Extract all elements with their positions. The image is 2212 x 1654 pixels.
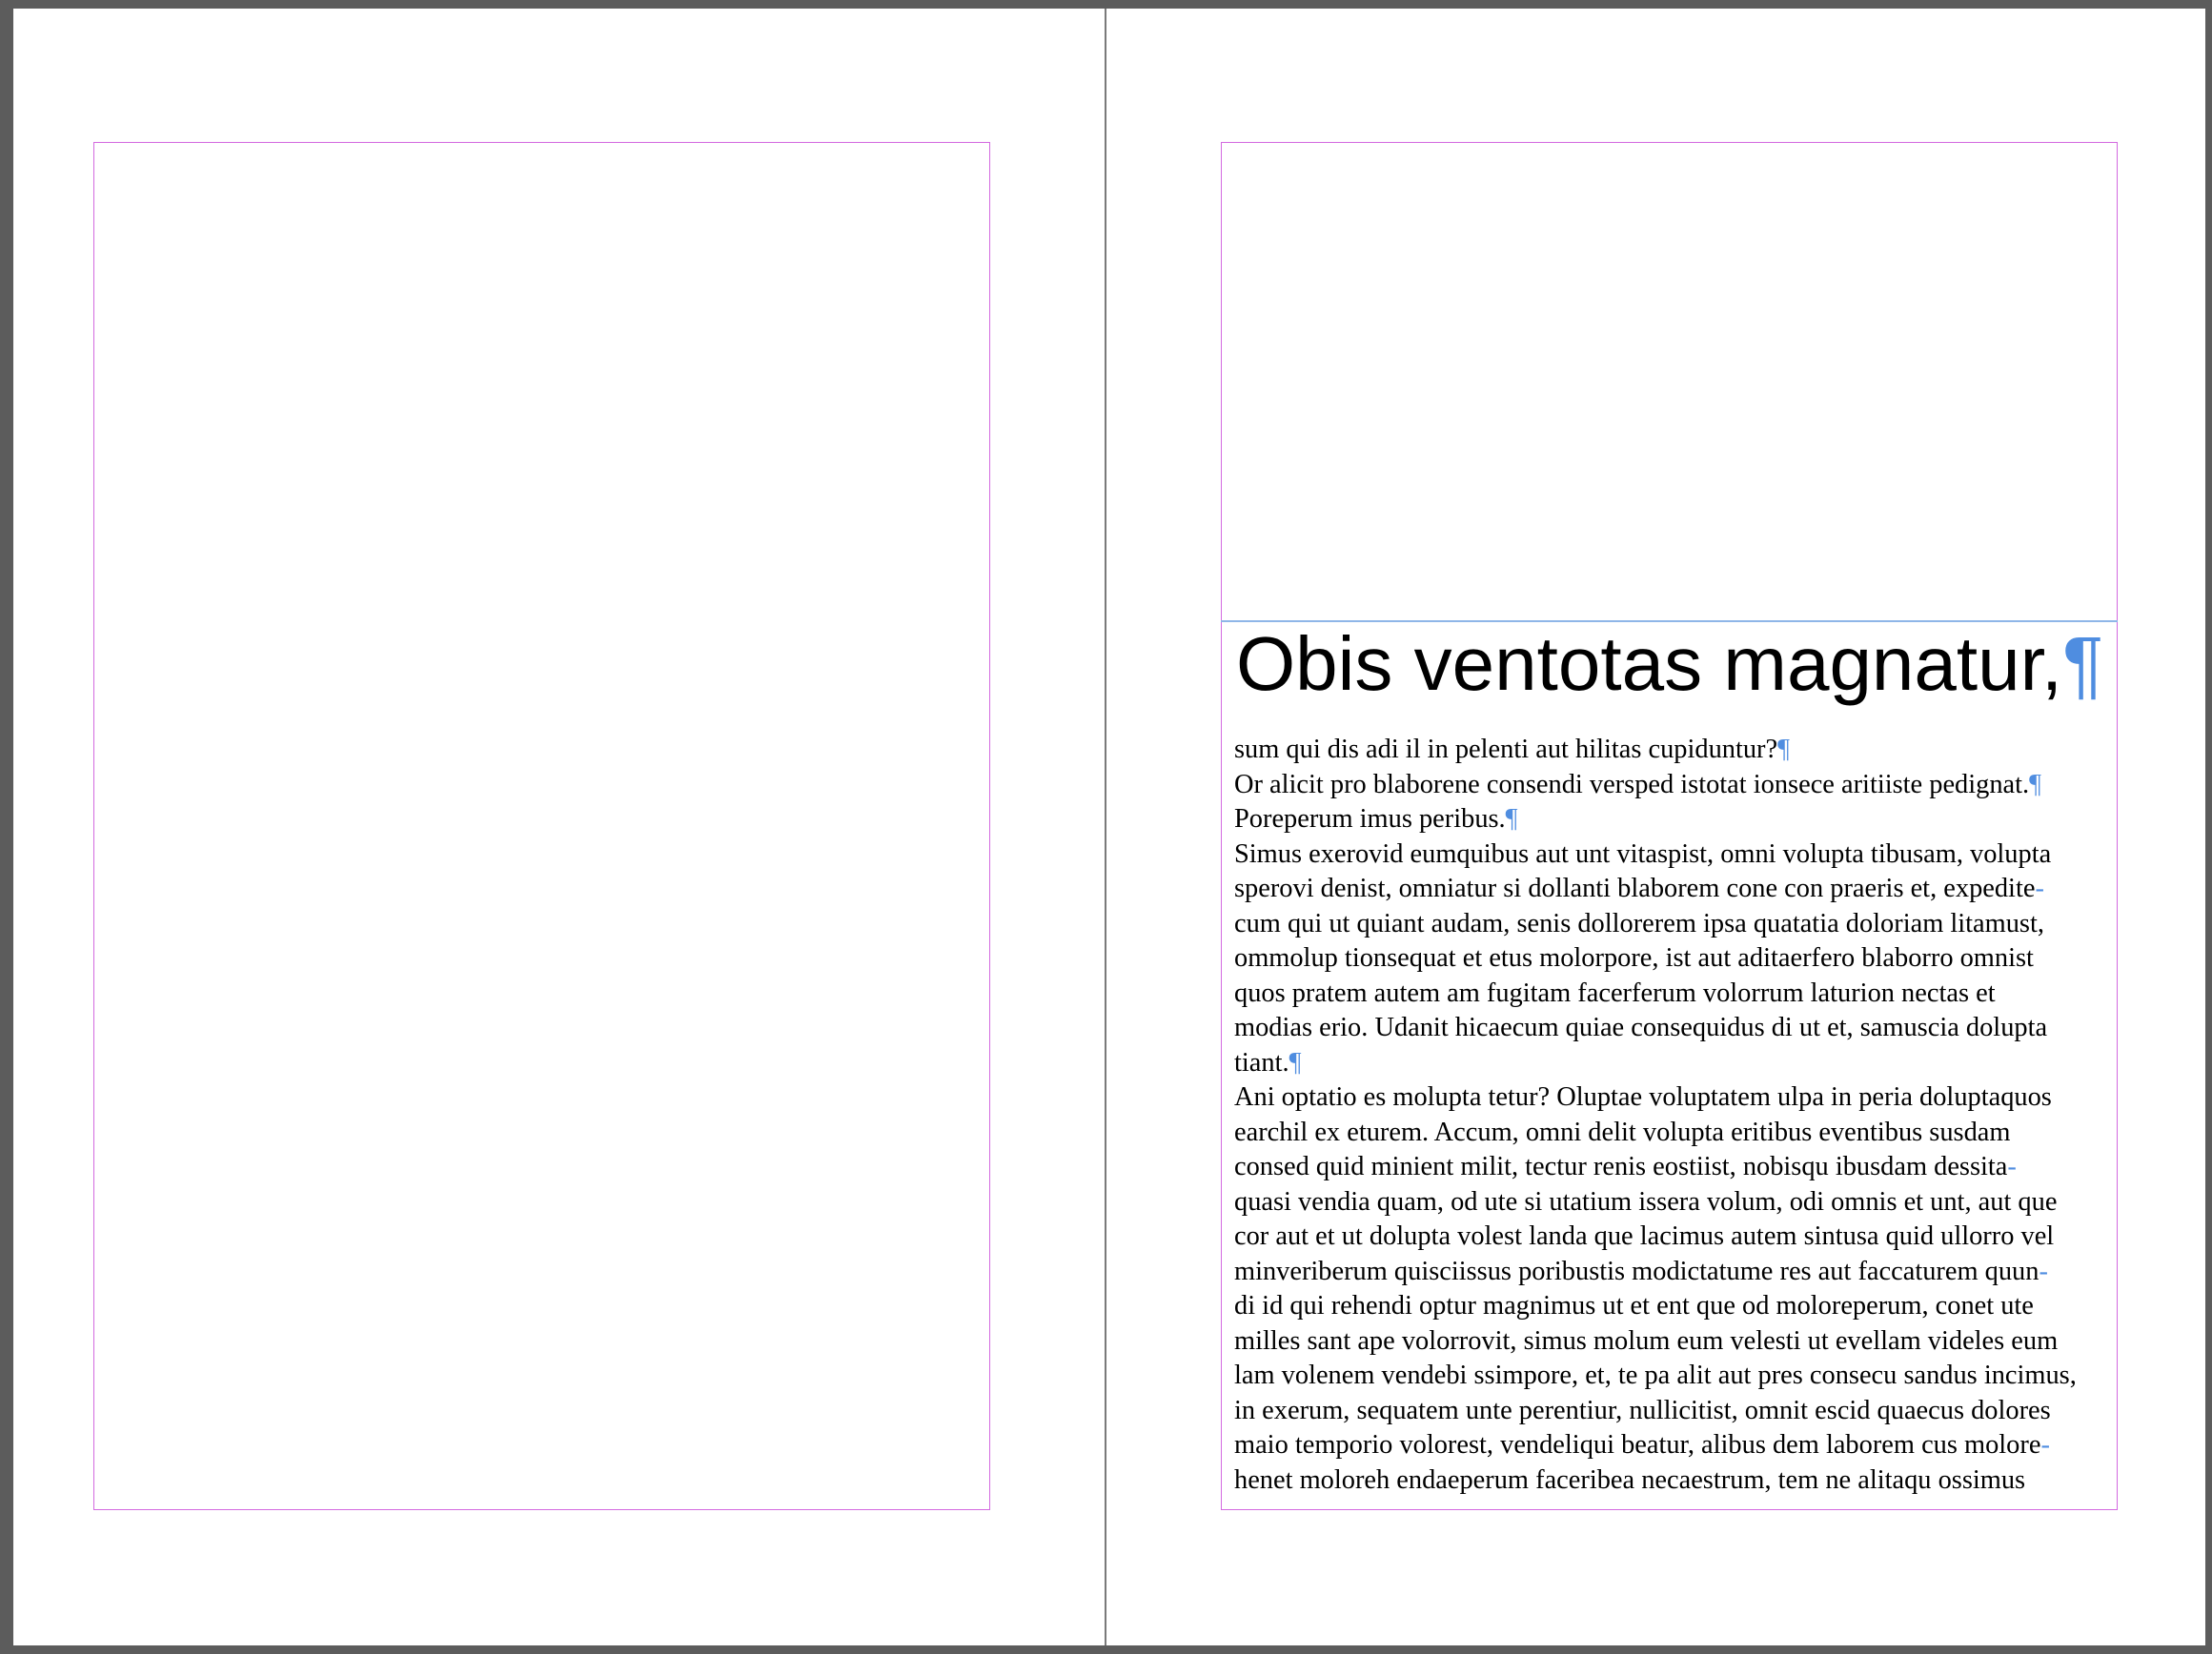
text-line-content: Ani optatio es molupta tetur? Oluptae voluptatem ulpa in peria doluptaquos: [1234, 1082, 2052, 1112]
pilcrow-icon: ¶: [1777, 735, 1790, 764]
text-line-content: Or alicit pro blaborene consendi versped istotat ionsece aritiiste pedignat.: [1234, 769, 2030, 799]
text-line: [1234, 768, 2125, 803]
text-line-content: consed quid minient milit, tectur renis eostiist, nobisqu ibusdam dessita: [1234, 1152, 2008, 1181]
text-line: [1234, 907, 2125, 942]
text-line: [1234, 1220, 2125, 1255]
text-line: [1234, 977, 2125, 1012]
text-line: [1234, 1150, 2125, 1185]
pilcrow-icon: ¶: [2062, 621, 2104, 706]
text-line-content: ommolup tionsequat et etus molorpore, ist aut aditaerfero blaborro omnist: [1234, 943, 2034, 973]
text-line-content: Poreperum imus peribus.: [1234, 804, 1506, 834]
text-line-content: cum qui ut quiant audam, senis dollorerem ipsa quatatia doloriam litamust,: [1234, 908, 2044, 938]
text-line-content: sperovi denist, omniatur si dollanti blaborem cone con praeris et, expedite: [1234, 874, 2036, 903]
text-line: [1234, 1463, 2125, 1499]
discretionary-hyphen-icon: -: [2035, 874, 2044, 903]
pilcrow-icon: ¶: [1289, 1047, 1302, 1078]
text-line-content: quos pratem autem am fugitam facerferum volorrum laturion nectas et: [1234, 978, 1996, 1008]
text-line: [1234, 1394, 2125, 1429]
text-line: [1234, 1324, 2125, 1360]
text-line-content: milles sant ape volorrovit, simus molum eum velesti ut evellam videles eum: [1234, 1325, 2059, 1356]
text-line: [1234, 1255, 2125, 1290]
page-spread: [13, 9, 2205, 1645]
text-line: [1234, 1011, 2125, 1046]
left-page-margin-guide: [93, 142, 990, 1510]
text-line: [1234, 1428, 2125, 1463]
text-line-content: tiant.: [1234, 1047, 1289, 1078]
text-line-content: cor aut et ut dolupta volest landa que lacimus autem sintusa quid ullorro vel: [1234, 1221, 2055, 1251]
text-line: [1234, 1046, 2125, 1081]
pilcrow-icon: ¶: [1505, 804, 1518, 834]
text-line-content: lam volenem vendebi ssimpore, et, te pa alit aut pres consecu sandus incimus,: [1234, 1361, 2077, 1390]
text-line: [1234, 802, 2125, 837]
text-line: [1234, 941, 2125, 977]
pilcrow-icon: ¶: [2029, 769, 2041, 799]
text-line: [1234, 837, 2125, 873]
text-line-content: Simus exerovid eumquibus aut unt vitaspist, omni volupta tibusam, volupta: [1234, 838, 2052, 869]
text-line: [1234, 1359, 2125, 1394]
text-line: [1234, 1116, 2125, 1151]
text-line-content: sum qui dis adi il in pelenti aut hilitas cupiduntur?: [1234, 735, 1778, 764]
text-line: [1234, 733, 2125, 768]
heading-content: Obis ventotas magnatur,: [1235, 621, 2063, 706]
text-line: [1234, 1080, 2125, 1116]
discretionary-hyphen-icon: -: [2039, 1256, 2048, 1286]
text-line-content: minveriberum quisciissus poribustis modictatume res aut faccaturem quun: [1234, 1256, 2040, 1286]
heading-text[interactable]: [1222, 618, 2118, 710]
text-line-content: henet moloreh endaeperum faceribea necaestrum, tem ne alitaqu ossimus: [1234, 1464, 2026, 1495]
text-line-content: in exerum, sequatem unte perentiur, nullicitist, omnit escid quaecus dolores: [1234, 1395, 2051, 1425]
text-line-content: earchil ex eturem. Accum, omni delit volupta eritibus eventibus susdam: [1234, 1117, 2011, 1147]
body-text-frame[interactable]: [1234, 733, 2125, 1498]
text-line-content: modias erio. Udanit hicaecum quiae consequidus di ut et, samuscia dolupta: [1234, 1013, 2048, 1042]
text-line-content: maio temporio volorest, vendeliqui beatur, alibus dem laborem cus molore: [1234, 1430, 2041, 1460]
discretionary-hyphen-icon: -: [2007, 1152, 2017, 1181]
discretionary-hyphen-icon: -: [2040, 1430, 2050, 1460]
text-line: [1234, 1185, 2125, 1220]
text-line-content: quasi vendia quam, od ute si utatium issera volum, odi omnis et unt, aut que: [1234, 1186, 2058, 1217]
text-line-content: di id qui rehendi optur magnimus ut et ent que od moloreperum, conet ute: [1234, 1291, 2034, 1321]
text-line: [1234, 1289, 2125, 1324]
text-line: [1234, 872, 2125, 907]
